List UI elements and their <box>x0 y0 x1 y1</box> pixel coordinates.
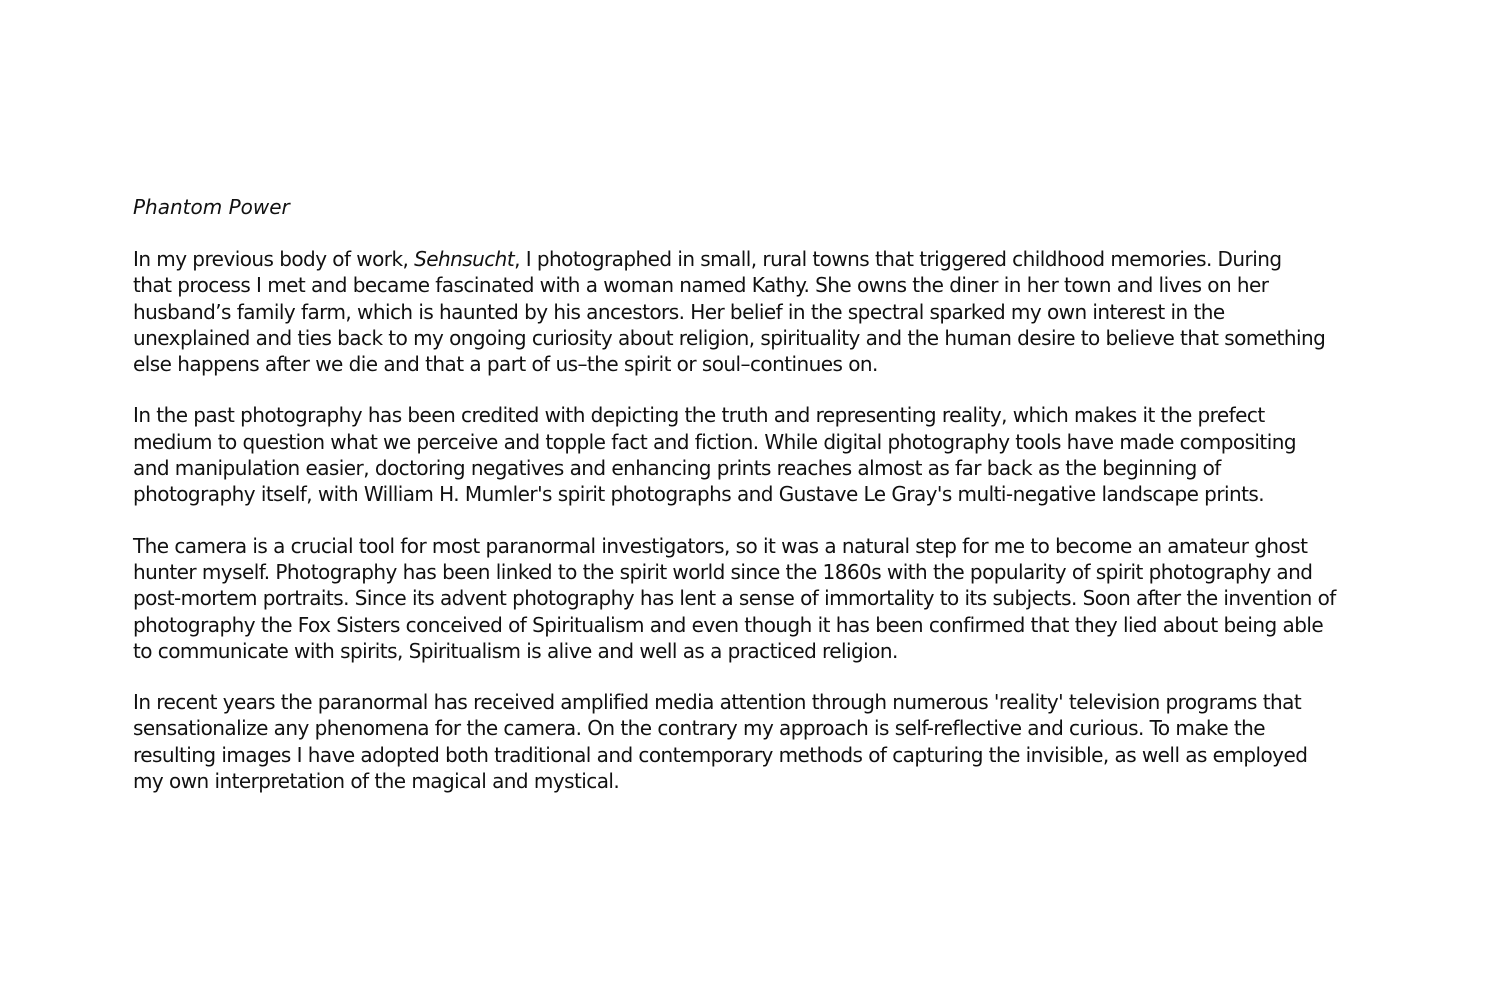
paragraph-4-line-3: resulting images I have adopted both traditional and contemporary methods of capturing the invisible, as well as employed <box>133 742 1308 767</box>
paragraph-1-line-5: else happens after we die and that a part of us–the spirit or soul–continues on. <box>133 352 878 377</box>
paragraph-3-line-1: The camera is a crucial tool for most paranormal investigators, so it was a natural step for me to become an amateur ghost <box>133 533 1308 558</box>
paragraph-3-line-2: hunter myself. Photography has been linked to the spirit world since the 1860s with the popularity of spirit photography and <box>133 559 1313 584</box>
paragraph-4-line-2: sensationalize any phenomena for the camera. On the contrary my approach is self-reflective and curious. To make the <box>133 716 1266 741</box>
paragraph-4 <box>133 689 1383 794</box>
paragraph-3-line-3: post-mortem portraits. Since its advent photography has lent a sense of immortality to its subjects. Soon after the invention of <box>133 586 1336 611</box>
paragraph-3 <box>133 533 1383 664</box>
line-text: In my previous body of work, <box>133 247 415 271</box>
work-title-sehnsucht: Sehnsucht <box>414 247 515 271</box>
paragraph-1-line-3: husband’s family farm, which is haunted by his ancestors. Her belief in the spectral sparked my own interest in the <box>133 299 1225 324</box>
paragraph-2-line-1: In the past photography has been credited with depicting the truth and representing reality, which makes it the prefect <box>133 403 1265 428</box>
paragraph-2-line-3: and manipulation easier, doctoring negatives and enhancing prints reaches almost as far back as the beginning of <box>133 456 1221 481</box>
paragraph-4-line-1: In recent years the paranormal has received amplified media attention through numerous 'reality' television programs that <box>133 690 1302 715</box>
paragraph-1-line-1 <box>133 246 1383 272</box>
paragraph-1-line-2: that process I met and became fascinated with a woman named Kathy. She owns the diner in her town and lives on her <box>133 273 1269 298</box>
paragraph-1 <box>133 246 1383 377</box>
paragraph-3-line-5: to communicate with spirits, Spiritualism is alive and well as a practiced religion. <box>133 638 898 663</box>
paragraph-2-line-2: medium to question what we perceive and topple fact and fiction. While digital photography tools have made compositing <box>133 429 1297 454</box>
paragraph-2-line-4: photography itself, with William H. Mumler's spirit photographs and Gustave Le Gray's multi-negative landscape prints. <box>133 482 1265 507</box>
line-text: , I photographed in small, rural towns that triggered childhood memories. During <box>514 247 1282 271</box>
artist-statement <box>133 193 1383 819</box>
document-title: Phantom Power <box>133 195 290 219</box>
paragraph-3-line-4: photography the Fox Sisters conceived of Spiritualism and even though it has been confirmed that they lied about being able <box>133 612 1324 637</box>
paragraph-1-line-4: unexplained and ties back to my ongoing curiosity about religion, spirituality and the human desire to believe that something <box>133 325 1326 350</box>
paragraph-4-line-4: my own interpretation of the magical and mystical. <box>133 769 620 794</box>
paragraph-2 <box>133 402 1383 507</box>
